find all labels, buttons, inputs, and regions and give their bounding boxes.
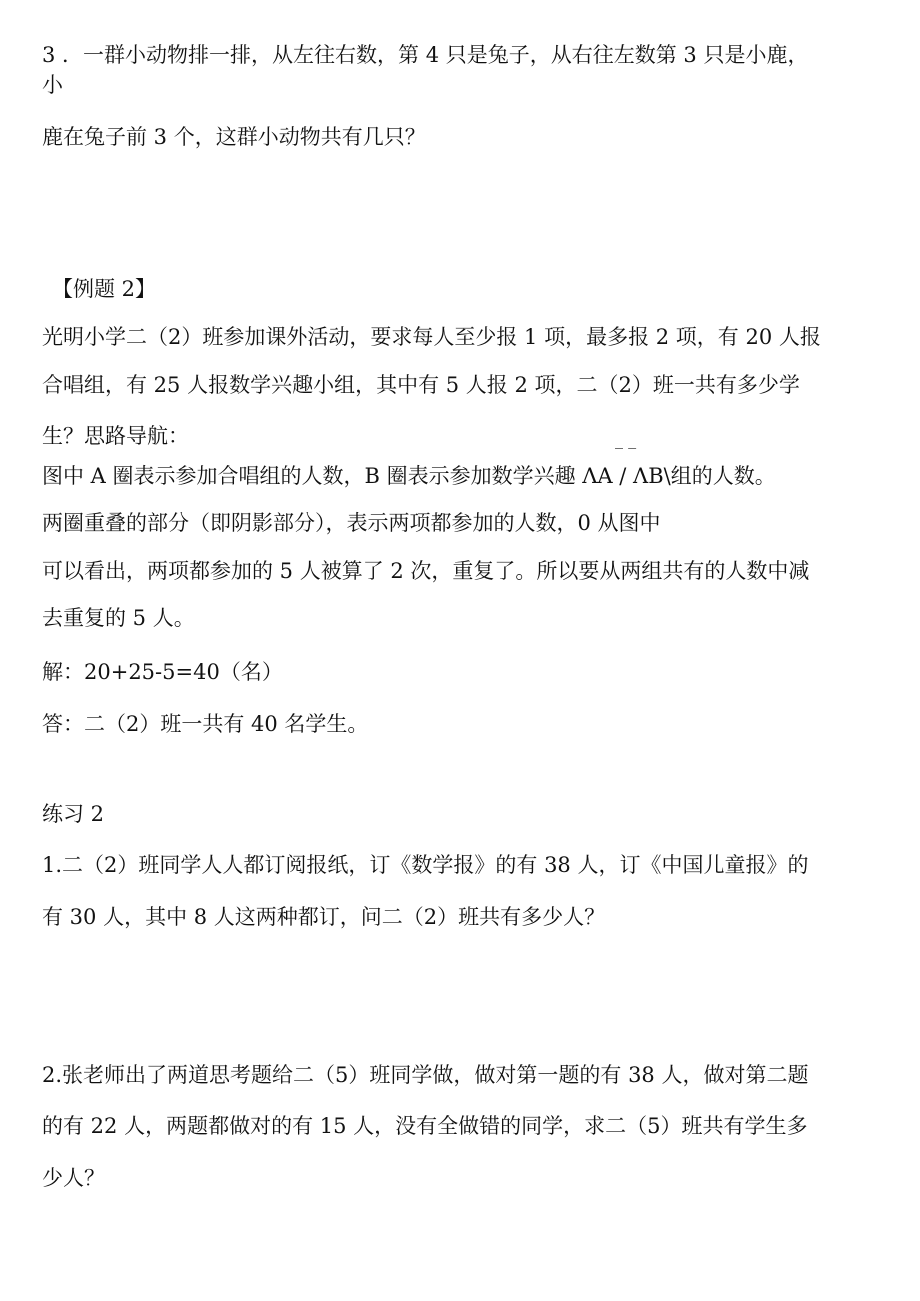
q3-line-1: 3 ．一群小动物排一排，从左往右数，第 4 只是兔子，从右往左数第 3 只是小鹿，	[42, 43, 809, 67]
example2-heading: 【例题 2】	[52, 277, 157, 301]
practice2-q2-line: 少人？	[42, 1166, 105, 1190]
diagram-marks: _ _	[615, 430, 637, 449]
example2-explanation-line: 图中 A 圈表示参加合唱组的人数，B 圈表示参加数学兴趣 ΛA / ΛB\组的人数。	[42, 464, 776, 488]
example2-problem-line: 光明小学二（2）班参加课外活动，要求每人至少报 1 项，最多报 2 项，有 20 人报	[42, 325, 821, 349]
example2-problem-line: 合唱组，有 25 人报数学兴趣小组，其中有 5 人报 2 项，二（2）班一共有多少学	[42, 373, 800, 397]
example2-solution: 解：20+25-5=40（名）	[42, 660, 283, 684]
example2-explanation-line: 两圈重叠的部分（即阴影部分），表示两项都参加的人数，0 从图中	[42, 511, 661, 535]
q3-line-2: 小	[42, 73, 63, 97]
q3-line-3: 鹿在兔子前 3 个，这群小动物共有几只？	[42, 125, 426, 149]
practice2-q2-line: 2.张老师出了两道思考题给二（5）班同学做，做对第一题的有 38 人，做对第二题	[42, 1063, 809, 1087]
practice2-heading: 练习 2	[42, 802, 105, 826]
practice2-q2-line: 的有 22 人，两题都做对的有 15 人，没有全做错的同学，求二（5）班共有学生多	[42, 1114, 808, 1138]
example2-answer: 答：二（2）班一共有 40 名学生。	[42, 712, 369, 736]
example2-explanation-line: 可以看出，两项都参加的 5 人被算了 2 次，重复了。所以要从两组共有的人数中减	[42, 559, 810, 583]
example2-explanation-line: 去重复的 5 人。	[42, 606, 195, 630]
practice2-q1-line: 1.二（2）班同学人人都订阅报纸，订《数学报》的有 38 人，订《中国儿童报》的	[42, 853, 809, 877]
example2-problem-line: 生？思路导航：	[42, 424, 189, 448]
practice2-q1-line: 有 30 人，其中 8 人这两种都订，问二（2）班共有多少人？	[42, 905, 606, 929]
